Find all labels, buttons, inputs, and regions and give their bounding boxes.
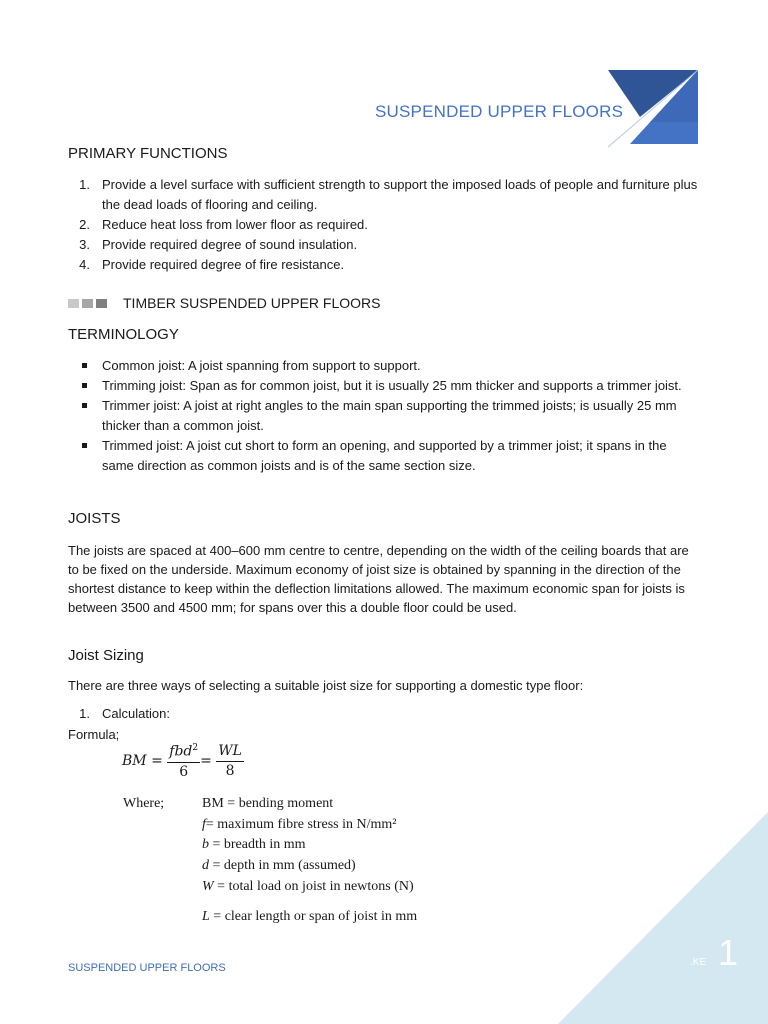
list-item: Trimming joist: Span as for common joist, but it is usually 25 mm thicker and supports a trimmer joist. bbox=[68, 376, 698, 396]
footer-title: SUSPENDED UPPER FLOORS bbox=[68, 962, 226, 974]
where-label: Where; bbox=[123, 796, 165, 811]
joist-sizing-heading: Joist Sizing bbox=[68, 647, 144, 664]
definition-item: d = depth in mm (assumed) bbox=[202, 858, 356, 873]
list-item: Trimmed joist: A joist cut short to form an opening, and supported by a trimmer joist; it spans in the same direction as common joists and is of the same section size. bbox=[68, 436, 698, 476]
definition-item: f= maximum fibre stress in N/mm² bbox=[202, 817, 397, 832]
definition-item: b = breadth in mm bbox=[202, 837, 306, 852]
bending-moment-formula: BM = $\frac{fbd^2}{6}$ = $\frac{WL}{8}$ bbox=[122, 743, 242, 780]
timber-heading bbox=[68, 295, 381, 311]
list-item: Trimmer joist: A joist at right angles to the main span supporting the trimmed joists; is usually 25 mm thicker than a common joist. bbox=[68, 396, 698, 436]
heading-squares-icon bbox=[68, 299, 107, 308]
joists-heading: JOISTS bbox=[68, 510, 121, 527]
list-item: 1. Calculation: bbox=[79, 706, 170, 721]
definition-item: BM = bending moment bbox=[202, 796, 334, 811]
list-item: 1. Provide a level surface with sufficient strength to support the imposed loads of people and furniture plus the dead loads of flooring and ceiling. bbox=[79, 177, 698, 212]
page-number: 1 bbox=[718, 932, 739, 973]
list-item: 3. Provide required degree of sound insulation. bbox=[79, 237, 358, 252]
page-suffix: .KE bbox=[690, 957, 707, 968]
list-item: Common joist: A joist spanning from support to support. bbox=[68, 356, 698, 376]
primary-functions-list bbox=[68, 175, 698, 275]
list-item: 2. Reduce heat loss from lower floor as required. bbox=[79, 217, 368, 232]
definition-item: W = total load on joist in newtons (N) bbox=[202, 879, 414, 894]
formula-label: Formula; bbox=[68, 727, 120, 742]
joist-sizing-intro: There are three ways of selecting a suitable joist size for supporting a domestic type floor: bbox=[68, 678, 584, 693]
primary-functions-heading: PRIMARY FUNCTIONS bbox=[68, 145, 228, 162]
joists-paragraph: The joists are spaced at 400–600 mm centre to centre, depending on the width of the ceiling boards that are to be fixed on the underside. Maximum economy of joist size is obtained by spanning in the direction of the shortest distance to keep within the deflection limitations allowed. The maximum economic span for joists is between 3500 and 4500 mm; for spans over this a double floor could be used. bbox=[68, 543, 689, 615]
document-title: SUSPENDED UPPER FLOORS bbox=[375, 102, 624, 121]
list-item: 4. Provide required degree of fire resistance. bbox=[79, 257, 345, 272]
method-list bbox=[68, 704, 698, 724]
definition-item: L = clear length or span of joist in mm bbox=[202, 909, 418, 924]
terminology-heading: TERMINOLOGY bbox=[68, 326, 179, 343]
footer-corner-graphic bbox=[558, 812, 768, 1024]
timber-heading-label: TIMBER SUSPENDED UPPER FLOORS bbox=[123, 295, 381, 311]
terminology-list bbox=[68, 356, 698, 476]
